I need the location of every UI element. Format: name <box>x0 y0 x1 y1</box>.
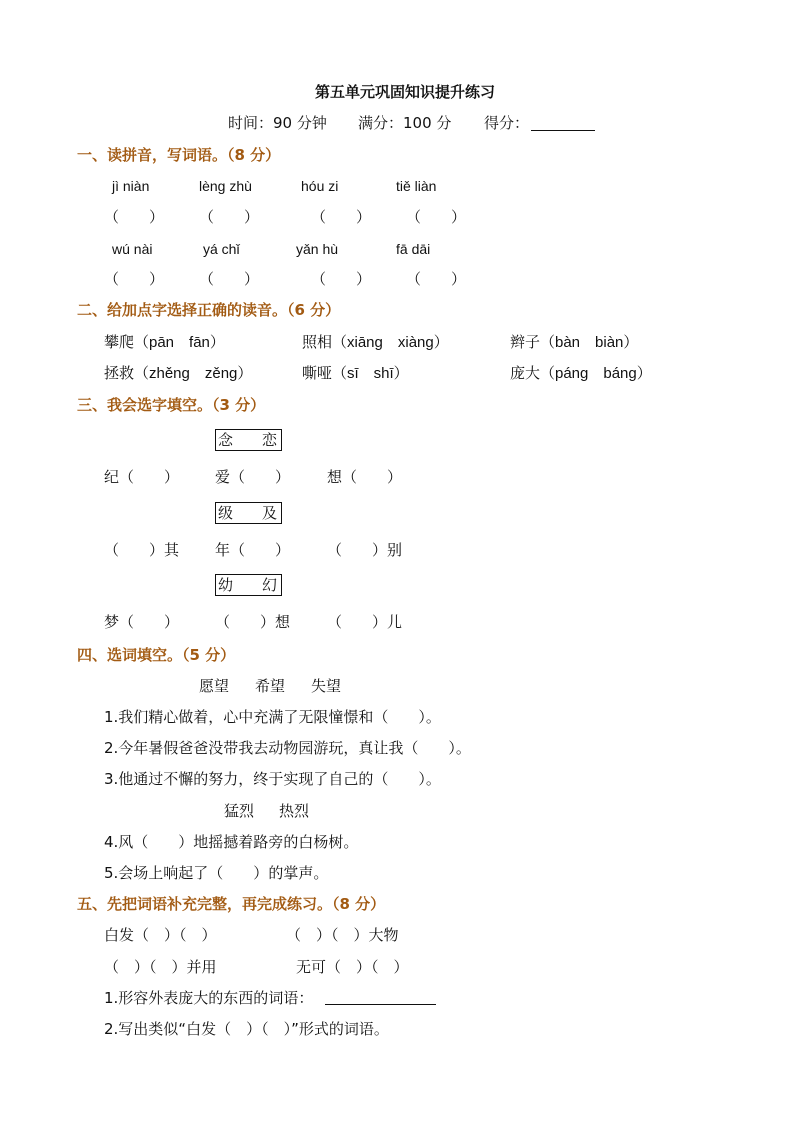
word-option: 热烈 <box>279 802 310 820</box>
pinyin-item: yǎn hù <box>296 241 339 257</box>
idiom-item[interactable]: （ ）（ ）并用 <box>104 958 217 976</box>
char-option: 幻 <box>262 576 278 594</box>
char-choice-box <box>215 574 282 596</box>
pinyin-item: tiě liàn <box>396 178 437 194</box>
pinyin-item: wú nài <box>112 241 153 257</box>
fill-item[interactable]: 想（ ） <box>327 468 403 486</box>
question-text[interactable]: 5.会场上响起了（ ）的掌声。 <box>104 864 329 882</box>
fill-item[interactable]: 年（ ） <box>215 541 291 559</box>
question-text: 2.写出类似“白发（ ）（ ）”形式的词语。 <box>104 1020 389 1038</box>
time-info: 时间：90 分钟 <box>228 114 327 132</box>
answer-paren[interactable]: （ ） <box>406 270 467 288</box>
answer-paren[interactable]: （ ） <box>311 208 372 226</box>
fill-item[interactable]: （ ）儿 <box>327 613 403 631</box>
char-option: 幼 <box>218 576 234 594</box>
idiom-item[interactable]: 白发（ ）（ ） <box>104 926 217 944</box>
pinyin-item: lèng zhù <box>199 178 252 194</box>
fill-item[interactable]: （ ）别 <box>327 541 403 559</box>
section-1-heading: 一、读拼音，写词语。（8 分） <box>77 146 281 164</box>
pinyin-item: fā dāi <box>396 241 431 257</box>
char-option: 及 <box>262 504 278 522</box>
pinyin-item: hóu zi <box>301 178 339 194</box>
pronunciation-choice[interactable]: 辫子（bàn biàn） <box>510 334 639 351</box>
answer-paren[interactable]: （ ） <box>199 270 260 288</box>
question-text[interactable]: 2.今年暑假爸爸没带我去动物园游玩，真让我（ ）。 <box>104 739 471 757</box>
question-text[interactable]: 4.风（ ）地摇撼着路旁的白杨树。 <box>104 833 359 851</box>
fill-item[interactable]: 梦（ ） <box>104 613 180 631</box>
fill-item[interactable]: （ ）想 <box>215 613 291 631</box>
question-text: 1.形容外表庞大的东西的词语： <box>104 989 314 1007</box>
idiom-item[interactable]: 无可（ ）（ ） <box>296 958 409 976</box>
answer-paren[interactable]: （ ） <box>199 208 260 226</box>
answer-paren[interactable]: （ ） <box>104 270 165 288</box>
word-option: 猛烈 <box>224 802 255 820</box>
section-5-heading: 五、先把词语补充完整，再完成练习。（8 分） <box>77 895 386 913</box>
char-choice-box <box>215 502 282 524</box>
section-3-heading: 三、我会选字填空。（3 分） <box>77 396 266 414</box>
page-title: 第五单元巩固知识提升练习 <box>315 83 496 101</box>
pronunciation-choice[interactable]: 攀爬（pān fān） <box>104 334 225 351</box>
pinyin-item: yá chǐ <box>203 241 240 257</box>
fill-item[interactable]: （ ）其 <box>104 541 180 559</box>
fill-item[interactable]: 纪（ ） <box>104 468 180 486</box>
pronunciation-choice[interactable]: 嘶哑（sī shī） <box>302 365 409 382</box>
word-option: 失望 <box>311 677 342 695</box>
idiom-item[interactable]: （ ）（ ）大物 <box>286 926 399 944</box>
char-option: 念 <box>218 431 234 449</box>
section-2-heading: 二、给加点字选择正确的读音。（6 分） <box>77 301 341 319</box>
answer-blank[interactable] <box>325 1004 436 1005</box>
char-option: 级 <box>218 504 234 522</box>
pronunciation-choice[interactable]: 拯救（zhěng zěng） <box>104 365 253 382</box>
answer-paren[interactable]: （ ） <box>311 270 372 288</box>
answer-paren[interactable]: （ ） <box>104 208 165 226</box>
question-text[interactable]: 3.他通过不懈的努力，终于实现了自己的（ ）。 <box>104 770 441 788</box>
score-blank[interactable] <box>531 130 595 131</box>
fill-item[interactable]: 爱（ ） <box>215 468 291 486</box>
full-score-info: 满分：100 分 <box>358 114 452 132</box>
answer-paren[interactable]: （ ） <box>406 208 467 226</box>
section-4-heading: 四、选词填空。（5 分） <box>77 646 236 664</box>
pronunciation-choice[interactable]: 庞大（páng báng） <box>510 365 652 382</box>
char-option: 恋 <box>262 431 278 449</box>
question-text[interactable]: 1.我们精心做着，心中充满了无限憧憬和（ ）。 <box>104 708 441 726</box>
pinyin-item: jì niàn <box>112 178 150 194</box>
char-choice-box <box>215 429 282 451</box>
word-option: 希望 <box>255 677 286 695</box>
pronunciation-choice[interactable]: 照相（xiāng xiàng） <box>302 334 449 351</box>
word-option: 愿望 <box>199 677 230 695</box>
score-label: 得分： <box>484 114 530 132</box>
